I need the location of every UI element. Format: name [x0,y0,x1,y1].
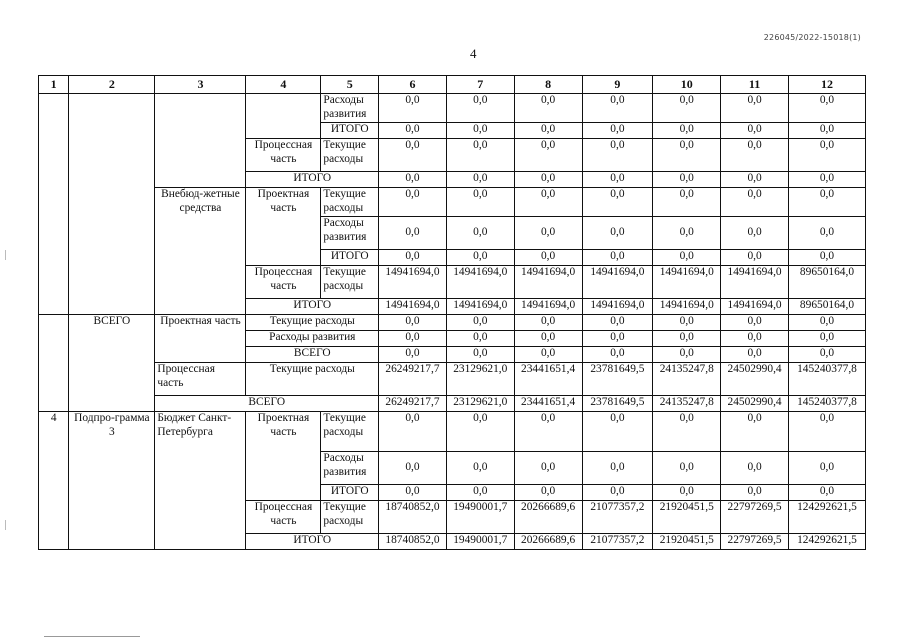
value-cell: 0,0 [653,315,721,331]
label-vsego: ВСЕГО [246,347,379,363]
header-cell: 8 [514,76,582,94]
header-cell: 1 [39,76,69,94]
value-cell: 0,0 [379,94,447,123]
header-cell: 5 [321,76,379,94]
value-cell: 0,0 [514,331,582,347]
value-cell: 18740852,0 [379,534,447,550]
value-cell: 14941694,0 [721,266,789,299]
scan-mark [5,250,6,260]
value-cell: 0,0 [446,412,514,452]
value-cell: 0,0 [582,347,653,363]
value-cell: 23781649,5 [582,363,653,396]
value-cell: 89650164,0 [788,299,865,315]
value-cell: 0,0 [379,347,447,363]
table-header-row [39,76,866,94]
label-podprogramma: Подпро-грамма 3 [69,412,155,550]
header-cell: 10 [653,76,721,94]
label-tekushie: Текущие расходы [321,139,379,172]
value-cell: 0,0 [446,347,514,363]
value-cell: 24135247,8 [653,363,721,396]
table-row [39,188,866,217]
value-cell: 19490001,7 [446,501,514,534]
value-cell: 0,0 [514,94,582,123]
value-cell: 0,0 [446,94,514,123]
value-cell: 0,0 [446,485,514,501]
value-cell: 0,0 [788,217,865,250]
value-cell: 26249217,7 [379,363,447,396]
value-cell: 0,0 [379,452,447,485]
label-tekushie: Текущие расходы [321,188,379,217]
budget-table [38,75,866,550]
empty-cell [155,94,246,188]
value-cell: 0,0 [788,412,865,452]
value-cell: 20266689,6 [514,534,582,550]
value-cell: 0,0 [788,452,865,485]
empty-cell [69,94,155,315]
value-cell: 0,0 [721,139,789,172]
value-cell: 20266689,6 [514,501,582,534]
value-cell: 0,0 [721,94,789,123]
value-cell: 0,0 [653,412,721,452]
value-cell: 22797269,5 [721,534,789,550]
value-cell: 24135247,8 [653,396,721,412]
value-cell: 89650164,0 [788,266,865,299]
value-cell: 14941694,0 [446,266,514,299]
label-itogo: ИТОГО [246,299,379,315]
value-cell: 0,0 [653,485,721,501]
label-tekushie-wide: Текущие расходы [246,363,379,396]
value-cell: 21077357,2 [582,501,653,534]
value-cell: 0,0 [721,250,789,266]
value-cell: 14941694,0 [446,299,514,315]
value-cell: 0,0 [446,172,514,188]
value-cell: 0,0 [514,123,582,139]
value-cell: 0,0 [514,250,582,266]
value-cell: 0,0 [582,331,653,347]
value-cell: 0,0 [721,217,789,250]
value-cell: 0,0 [788,139,865,172]
value-cell: 0,0 [788,188,865,217]
label-vnebyud: Внебюд-жетные средства [155,188,246,315]
value-cell: 0,0 [582,172,653,188]
label-razvitiya: Расходы развития [321,452,379,485]
value-cell: 0,0 [514,139,582,172]
value-cell: 0,0 [446,315,514,331]
value-cell: 145240377,8 [788,363,865,396]
value-cell: 23781649,5 [582,396,653,412]
value-cell: 145240377,8 [788,396,865,412]
value-cell: 0,0 [446,139,514,172]
label-itogo: ИТОГО [321,250,379,266]
empty-cell [246,94,321,139]
label-tekushie: Текущие расходы [321,412,379,452]
value-cell: 0,0 [514,172,582,188]
table-row [39,94,866,123]
value-cell: 0,0 [582,412,653,452]
value-cell: 14941694,0 [582,266,653,299]
value-cell: 14941694,0 [582,299,653,315]
value-cell: 0,0 [582,315,653,331]
value-cell: 0,0 [653,331,721,347]
value-cell: 0,0 [379,188,447,217]
value-cell: 14941694,0 [379,299,447,315]
value-cell: 0,0 [653,188,721,217]
table-row [39,412,866,452]
value-cell: 0,0 [653,250,721,266]
value-cell: 0,0 [379,217,447,250]
value-cell: 0,0 [379,250,447,266]
value-cell: 0,0 [446,217,514,250]
value-cell: 0,0 [446,123,514,139]
label-tekushie: Текущие расходы [321,501,379,534]
label-processnaya: Процессная часть [246,266,321,299]
value-cell: 21920451,5 [653,501,721,534]
value-cell: 0,0 [379,123,447,139]
value-cell: 0,0 [582,250,653,266]
scan-mark [5,520,6,530]
value-cell: 14941694,0 [653,299,721,315]
value-cell: 26249217,7 [379,396,447,412]
value-cell: 0,0 [653,347,721,363]
label-itogo: ИТОГО [246,534,379,550]
label-razvitiya-wide: Расходы развития [246,331,379,347]
row-number: 4 [39,412,69,550]
header-cell: 6 [379,76,447,94]
value-cell: 18740852,0 [379,501,447,534]
value-cell: 14941694,0 [514,266,582,299]
value-cell: 124292621,5 [788,501,865,534]
value-cell: 0,0 [582,139,653,172]
value-cell: 0,0 [788,172,865,188]
value-cell: 0,0 [379,485,447,501]
value-cell: 0,0 [721,331,789,347]
value-cell: 0,0 [721,412,789,452]
value-cell: 0,0 [721,172,789,188]
value-cell: 0,0 [653,139,721,172]
header-cell: 2 [69,76,155,94]
label-processnaya: Процессная часть [246,139,321,172]
label-itogo: ИТОГО [321,123,379,139]
value-cell: 0,0 [514,347,582,363]
value-cell: 14941694,0 [653,266,721,299]
value-cell: 0,0 [514,188,582,217]
value-cell: 22797269,5 [721,501,789,534]
value-cell: 23129621,0 [446,363,514,396]
value-cell: 0,0 [721,123,789,139]
value-cell: 0,0 [446,250,514,266]
header-cell: 7 [446,76,514,94]
value-cell: 0,0 [788,94,865,123]
value-cell: 24502990,4 [721,396,789,412]
label-processnaya: Процессная часть [246,501,321,534]
label-proektnaya: Проектная часть [246,188,321,266]
label-vsego: ВСЕГО [69,315,155,412]
value-cell: 0,0 [514,412,582,452]
header-cell: 12 [788,76,865,94]
label-tekushie: Текущие расходы [321,266,379,299]
value-cell: 0,0 [653,123,721,139]
page-number: 4 [470,46,477,61]
label-razvitiya: Расходы развития [321,217,379,250]
value-cell: 0,0 [788,315,865,331]
table-row [39,396,866,412]
value-cell: 21920451,5 [653,534,721,550]
value-cell: 0,0 [582,188,653,217]
value-cell: 0,0 [788,123,865,139]
footer-rule [44,636,140,637]
value-cell: 0,0 [582,485,653,501]
value-cell: 0,0 [582,123,653,139]
table-row [39,363,866,396]
label-itogo: ИТОГО [246,172,379,188]
value-cell: 0,0 [721,188,789,217]
value-cell: 124292621,5 [788,534,865,550]
value-cell: 24502990,4 [721,363,789,396]
value-cell: 0,0 [379,412,447,452]
value-cell: 19490001,7 [446,534,514,550]
value-cell: 0,0 [446,331,514,347]
value-cell: 0,0 [379,315,447,331]
value-cell: 0,0 [582,217,653,250]
value-cell: 0,0 [514,217,582,250]
value-cell: 0,0 [379,172,447,188]
value-cell: 14941694,0 [721,299,789,315]
value-cell: 0,0 [653,94,721,123]
value-cell: 23441651,4 [514,396,582,412]
value-cell: 0,0 [653,452,721,485]
empty-cell [39,315,69,412]
value-cell: 0,0 [653,172,721,188]
value-cell: 0,0 [582,452,653,485]
value-cell: 0,0 [446,188,514,217]
value-cell: 0,0 [514,452,582,485]
value-cell: 0,0 [514,485,582,501]
label-itogo: ИТОГО [321,485,379,501]
value-cell: 0,0 [653,217,721,250]
value-cell: 0,0 [721,485,789,501]
label-tekushie-wide: Текущие расходы [246,315,379,331]
value-cell: 14941694,0 [514,299,582,315]
label-byudzhet: Бюджет Санкт-Петербурга [155,412,246,550]
header-cell: 9 [582,76,653,94]
label-razvitiya: Расходы развития [321,94,379,123]
value-cell: 0,0 [582,94,653,123]
document-id: 226045/2022-15018(1) [763,33,861,42]
header-cell: 4 [246,76,321,94]
label-processnaya: Процессная часть [155,363,246,396]
value-cell: 0,0 [721,452,789,485]
value-cell: 0,0 [721,347,789,363]
value-cell: 0,0 [788,485,865,501]
empty-cell [39,94,69,315]
value-cell: 0,0 [379,331,447,347]
value-cell: 14941694,0 [379,266,447,299]
value-cell: 0,0 [514,315,582,331]
value-cell: 23129621,0 [446,396,514,412]
value-cell: 0,0 [446,452,514,485]
value-cell: 0,0 [788,250,865,266]
value-cell: 23441651,4 [514,363,582,396]
label-vsego-total: ВСЕГО [155,396,379,412]
value-cell: 0,0 [788,347,865,363]
value-cell: 0,0 [788,331,865,347]
value-cell: 0,0 [379,139,447,172]
label-proektnaya: Проектная часть [246,412,321,501]
header-cell: 11 [721,76,789,94]
label-proektnaya: Проектная часть [155,315,246,363]
value-cell: 0,0 [721,315,789,331]
header-cell: 3 [155,76,246,94]
value-cell: 21077357,2 [582,534,653,550]
table-row [39,315,866,331]
